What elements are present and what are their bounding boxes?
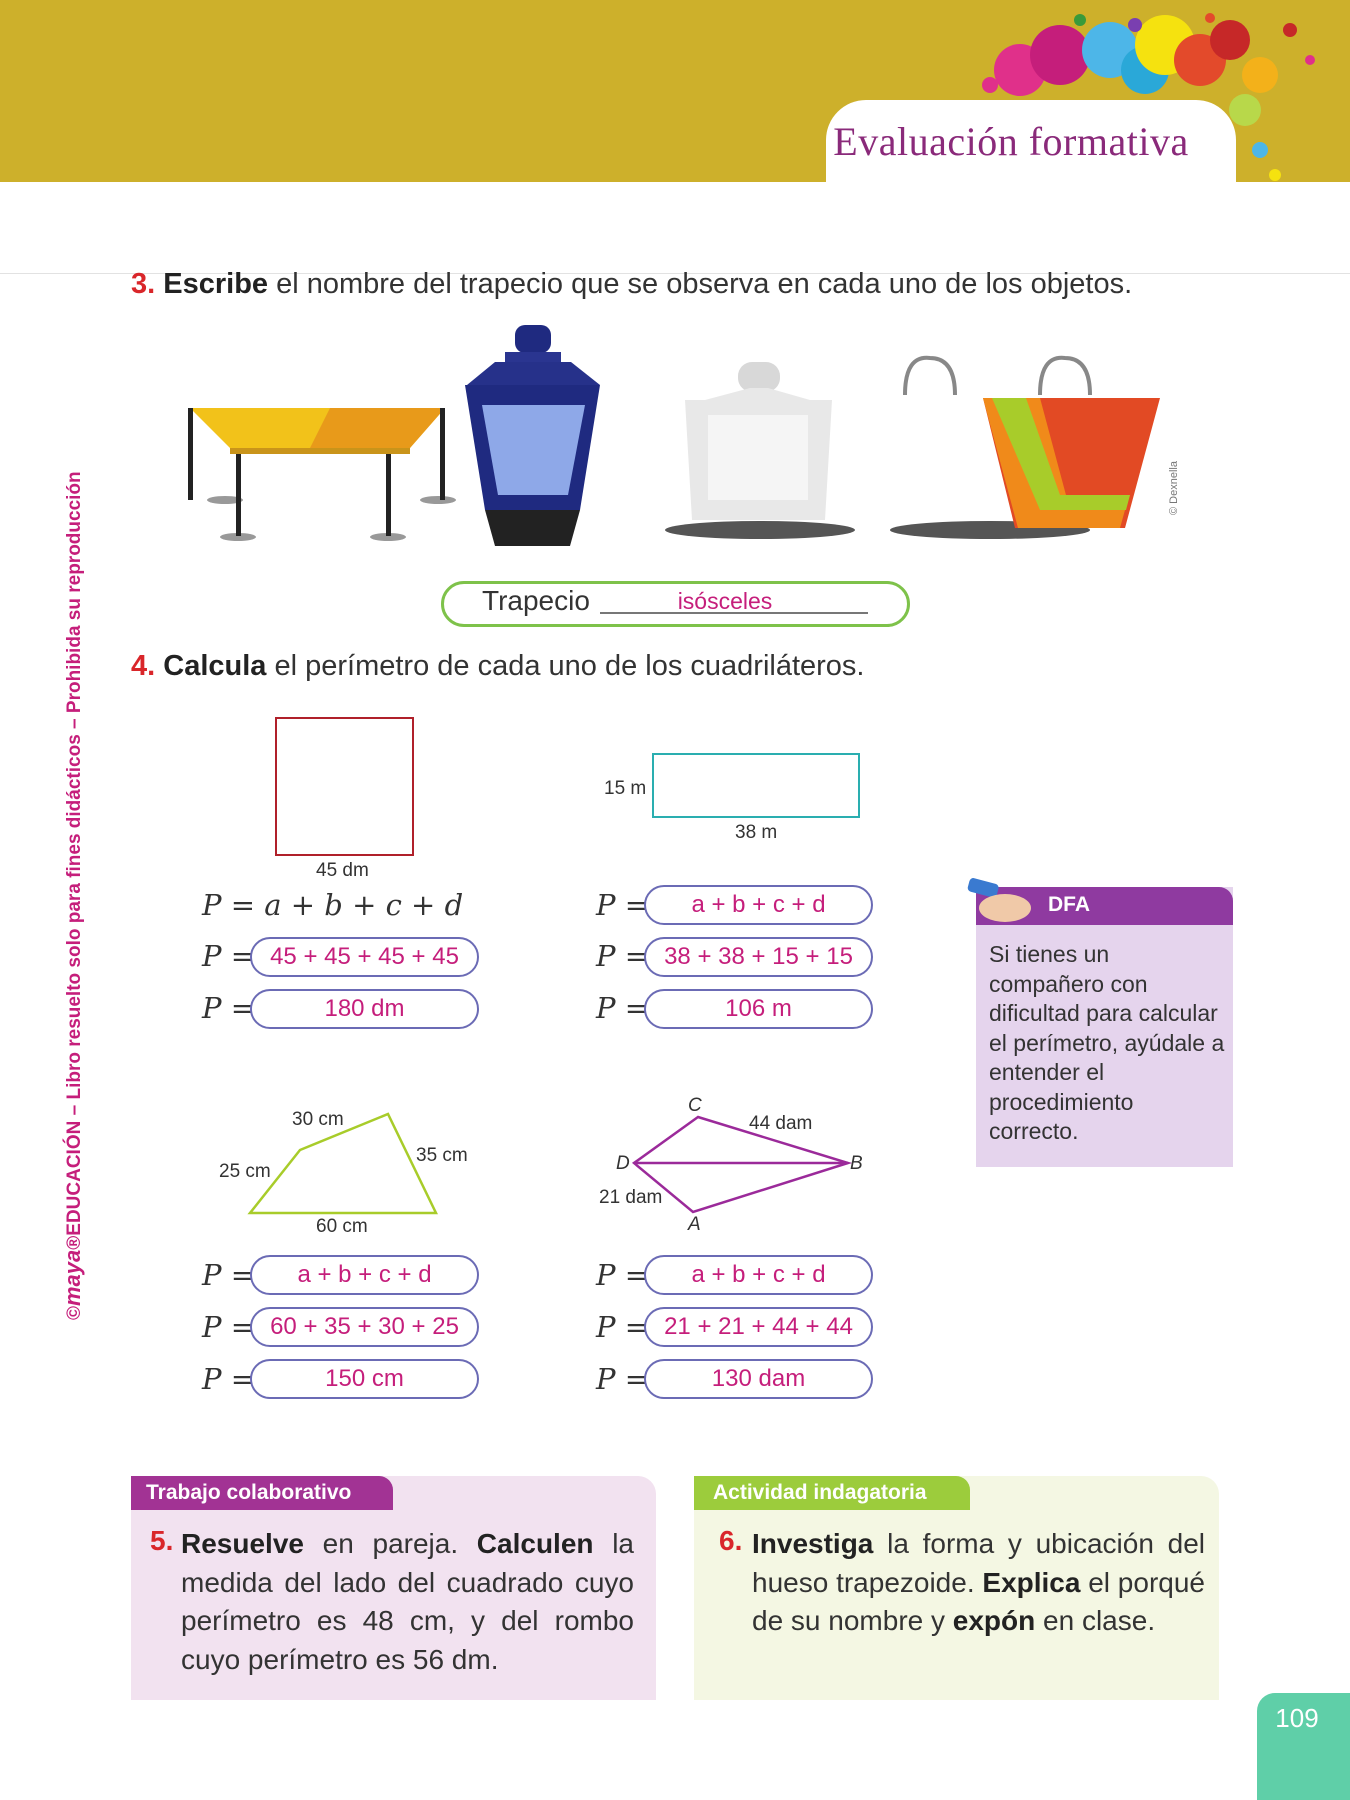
trapezoid-result-pill: 150 cm (250, 1359, 479, 1399)
question-text: el nombre del trapecio que se observa en cada uno de los objetos. (268, 268, 1133, 300)
p-label: P = (596, 1258, 650, 1292)
trapezoid-sum-pill: 60 + 35 + 30 + 25 (250, 1307, 479, 1347)
trapezoid-left-label: 25 cm (219, 1161, 271, 1182)
image-credit: © Dexnella (1168, 461, 1180, 515)
kite-result-pill: 130 dam (644, 1359, 873, 1399)
trapezoid-bottom-label: 60 cm (316, 1216, 368, 1237)
question-number: 5. (150, 1525, 174, 1556)
page-number: 109 (1275, 1703, 1319, 1733)
p-label: P = (202, 1258, 256, 1292)
dfa-title: DFA (1048, 893, 1090, 916)
p-label: P = (202, 991, 256, 1025)
rectangle-formula-pill: a + b + c + d (644, 885, 873, 925)
inquiry-tab-label: Actividad indagatoria (713, 1481, 927, 1504)
bottle-image (665, 362, 855, 539)
square-sum-pill: 45 + 45 + 45 + 45 (250, 937, 479, 977)
kite-long-side-label: 44 dam (749, 1113, 813, 1134)
p-label: P = (596, 888, 650, 922)
p-label: P = (596, 1362, 650, 1396)
p-label: P = (596, 939, 650, 973)
trapezoid-right-label: 35 cm (416, 1145, 468, 1166)
trapezoid-formula-pill: a + b + c + d (250, 1255, 479, 1295)
question-5-text: Resuelve en pareja. Calculen la medida del lado del cuadrado cuyo perímetro es 48 cm, y del rombo cuyo perímetro es 56 dm. (181, 1528, 634, 1675)
perimeter-formula-square: P = a + b + c + d (202, 888, 464, 922)
rectangle-height-label: 15 m (604, 778, 647, 799)
question-text: el perímetro de cada uno de los cuadriláteros. (266, 650, 865, 682)
page-title: Evaluación formativa (833, 119, 1189, 164)
answer-value: isósceles (677, 588, 773, 614)
question-number: 6. (719, 1525, 743, 1556)
collaborative-tab-label: Trabajo colaborativo (146, 1481, 352, 1504)
question-6-text: Investiga la forma y ubicación del hueso trapezoide. Explica el porqué de su nombre y expón en clase. (752, 1528, 1205, 1636)
dfa-text: Si tienes un compañero con dificultad para calcular el perímetro, ayúdale a entender el procedimiento correcto. (989, 941, 1225, 1144)
rectangle-sum-pill: 38 + 38 + 15 + 15 (644, 937, 873, 977)
rectangle-shape (652, 753, 860, 818)
question-3 (131, 268, 1231, 301)
hand-pointing-icon (960, 878, 1040, 928)
p-label: P = (596, 991, 650, 1025)
kite-formula-pill: a + b + c + d (644, 1255, 873, 1295)
lantern-image (465, 325, 600, 546)
side-copyright-note: ©maya®EDUCACIÓN – Libro resuelto solo para fines didácticos – Prohibida su reproducción (60, 471, 85, 1320)
question-4 (131, 650, 1231, 683)
question-number: 3. (131, 268, 156, 300)
bag-image (890, 358, 1160, 539)
question-number: 4. (131, 650, 156, 682)
kite-vertex-d: D (616, 1153, 630, 1174)
kite-short-side-label: 21 dam (599, 1187, 663, 1208)
kite-vertex-b: B (850, 1153, 863, 1174)
square-side-label: 45 dm (316, 860, 369, 881)
p-label: P = (202, 939, 256, 973)
kite-vertex-c: C (688, 1095, 702, 1116)
square-result-pill: 180 dm (250, 989, 479, 1029)
trapezoid-top-label: 30 cm (292, 1109, 344, 1130)
answer-label: Trapecio (482, 585, 590, 616)
table-image (188, 408, 456, 541)
rectangle-width-label: 38 m (735, 822, 778, 843)
p-label: P = (202, 1362, 256, 1396)
kite-vertex-a: A (688, 1214, 701, 1235)
brand-logo: maya (60, 1249, 85, 1306)
rectangle-result-pill: 106 m (644, 989, 873, 1029)
square-shape (275, 717, 414, 856)
question-verb: Calcula (163, 650, 267, 682)
p-label: P = (202, 1310, 256, 1344)
question-verb: Escribe (163, 268, 269, 300)
side-note-text: EDUCACIÓN – Libro resuelto solo para fines didácticos – Prohibida su reproducción (64, 471, 85, 1236)
p-label: P = (596, 1310, 650, 1344)
objects-illustration (160, 320, 1180, 550)
kite-sum-pill: 21 + 21 + 44 + 44 (644, 1307, 873, 1347)
